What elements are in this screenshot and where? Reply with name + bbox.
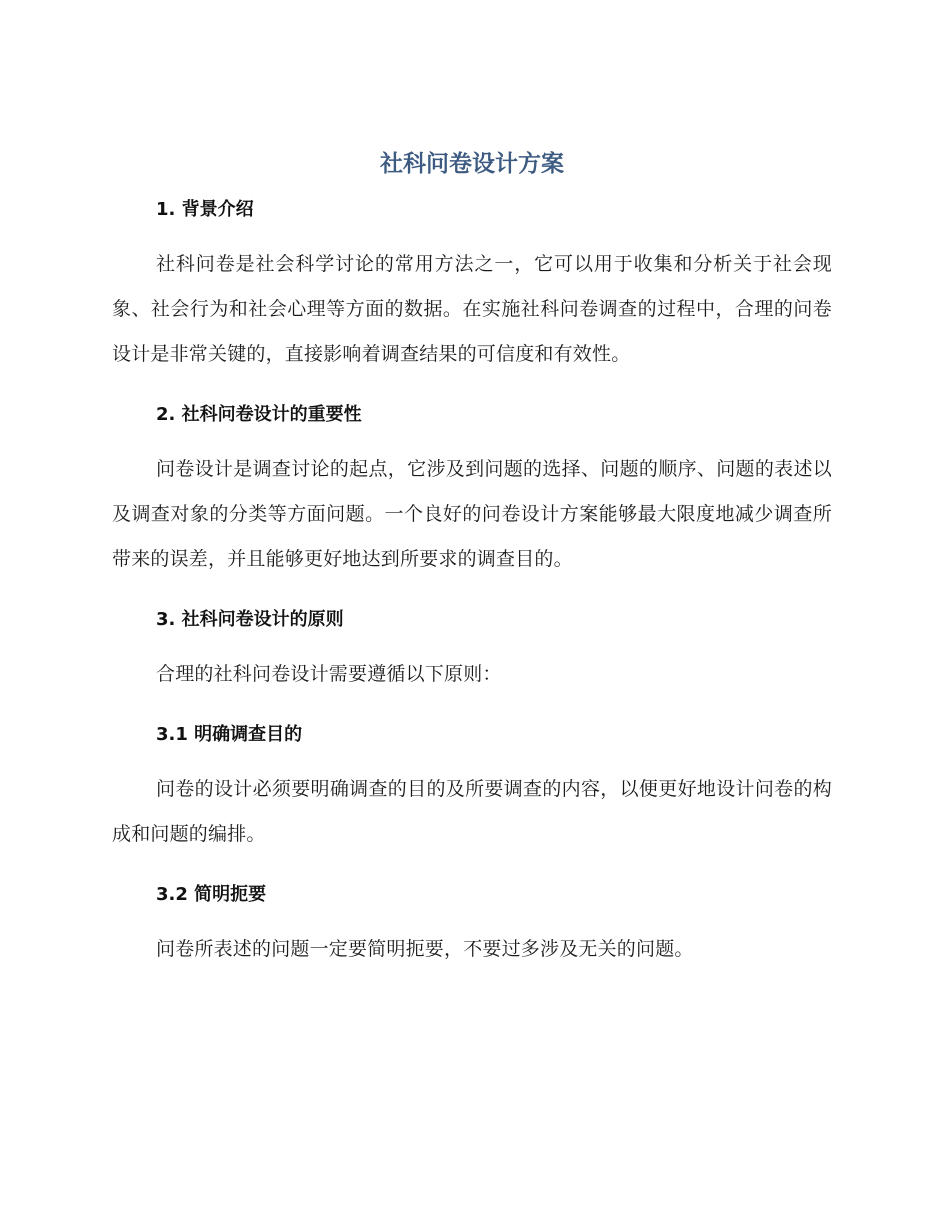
section-paragraph: 问卷所表述的问题一定要简明扼要，不要过多涉及无关的问题。 (156, 938, 694, 960)
section-principles (112, 602, 832, 717)
section-heading: 2. 社科问卷设计的重要性 (156, 404, 362, 425)
section-heading: 3.2 简明扼要 (156, 884, 267, 905)
section-background (112, 188, 832, 397)
document-title: 社科问卷设计方案 (380, 151, 564, 177)
section-paragraph: 社科问卷是社会科学讨论的常用方法之一，它可以用于收集和分析关于社会现象、社会行为和社会心理等方面的数据。在实施社科问卷调查的过程中，合理的问卷设计是非常关键的，直接影响着调查结果的可信度和有效性。 (112, 253, 832, 365)
section-heading: 1. 背景介绍 (156, 199, 254, 220)
section-paragraph: 问卷的设计必须要明确调查的目的及所要调查的内容，以便更好地设计问卷的构成和问题的编排。 (112, 778, 832, 845)
section-heading: 3.1 明确调查目的 (156, 724, 303, 745)
section-paragraph: 合理的社科问卷设计需要遵循以下原则： (156, 663, 502, 685)
section-heading: 3. 社科问卷设计的原则 (156, 609, 344, 630)
section-concise (112, 877, 832, 972)
section-paragraph: 问卷设计是调查讨论的起点，它涉及到问题的选择、问题的顺序、问题的表述以及调查对象的分类等方面问题。一个良好的问卷设计方案能够最大限度地减少调查所带来的误差，并且能够更好地达到所要求的调查目的。 (112, 458, 832, 570)
section-importance (112, 397, 832, 602)
document-body (112, 140, 832, 972)
section-clear-purpose (112, 717, 832, 877)
